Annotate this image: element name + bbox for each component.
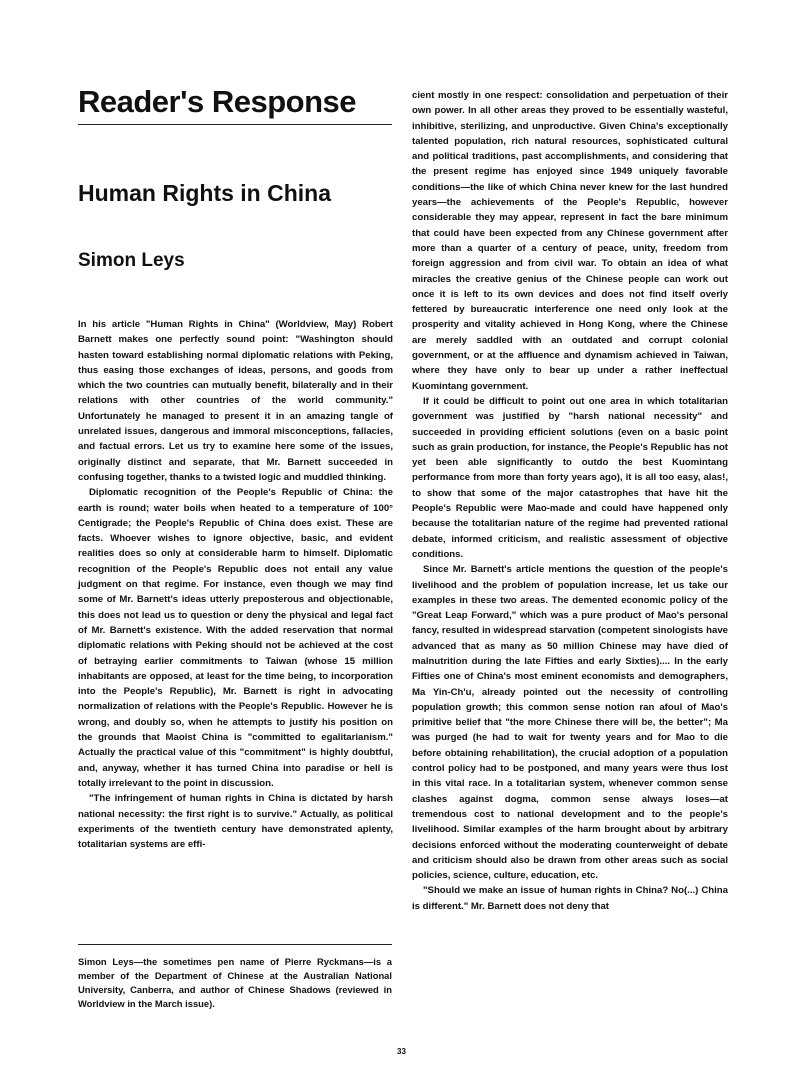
author-name: Simon Leys [78,250,185,271]
author-footnote: Simon Leys—the sometimes pen name of Pierre Ryckmans—is a member of the Department of Chinese at the Australian National University, Canberra, and author of Chinese Shadows (reviewed in Worldview in the March issue). [78,956,392,1009]
section-title: Reader's Response [78,84,356,119]
paragraph: If it could be difficult to point out one area in which totalitarian government was justified by "harsh national necessity" and succeeded in providing efficient solutions (even on a basic point such as grain production, for instance, the People's Republic has not yet been able significantly to outdo the best Kuomintang performance from more than forty years ago), it is all too easy, alas!, to show that some of the major catastrophes that have hit the People's Republic were Mao-made and could have happened only because the totalitarian nature of the regime had prevented rational debate, informed criticism, and realistic assessment of objective conditions. [412,395,728,560]
paragraph: "The infringement of human rights in China is dictated by harsh national necessity: the first right is to survive." Actually, as political experiments of the twentieth century have demonstrated aplenty, totalitarian systems are effi- [78,793,393,851]
paragraph: In his article "Human Rights in China" (Worldview, May) Robert Barnett makes one perfectly sound point: "Washington should hasten toward establishing normal diplomatic relations with Peking, thus easing those exchanges of ideas, persons, and goods from which the two countries can mutually benefit, bilaterally and in their relations with other countries of the world community." Unfortunately he managed to present it in an amazing tangle of unrelated issues, dangerous and immoral misconceptions, fallacies, and factual errors. Let us try to examine here some of the issues, originally distinct and separate, that Mr. Barnett succeeded in confusing together, thanks to a twisted logic and muddled thinking. [78,319,393,483]
paragraph: "Should we make an issue of human rights in China? No(...) China is different." Mr. Barnett does not deny that [412,885,728,912]
page-number: 33 [397,1047,406,1056]
right-column [412,88,728,914]
article-headline: Human Rights in China [78,180,331,206]
title-rule [78,124,392,125]
left-column [78,317,393,852]
paragraph: Since Mr. Barnett's article mentions the question of the people's livelihood and the problem of population increase, let us take our examples in these two areas. The demented economic policy of the "Great Leap Forward," which was a pure product of Mao's personal fancy, resulted in widespread starvation (competent sinologists have advanced that as many as 50 million Chinese may have died of malnutrition during the late Fifties and early Sixties).... In the early Fifties one of China's most eminent economists and demographers, Ma Yin-Ch'u, already pointed out the necessity of controlling population growth; this common sense notion ran afoul of Mao's primitive belief that "the more Chinese there will be, the better"; Ma was purged (he had to wait for twenty years and for Mao to die before obtaining rehabilitation), the crucial adoption of a population control policy had to be postponed, and many years were thus lost in this vital race. In a totalitarian system, whenever common sense clashes against dogma, common sense always loses—at tremendous cost to national development and to the people's livelihood. Similar examples of the harm brought about by arbitrary decisions enforced without the moderating counterweight of debate and criticism should also be drawn from other areas such as social policies, science, culture, education, etc. [412,564,728,882]
paragraph: cient mostly in one respect: consolidation and perpetuation of their own power. In all other areas they proved to be essentially wasteful, inhibitive, sterilizing, and unproductive. Given China's exceptionally talented population, rich natural resources, sophisticated cultural and political traditions, past accomplishments, and considering that the present regime has enjoyed since 1949 uniquely favorable conditions—the like of which China never knew for the last hundred years—the achievements of the People's Republic, however considerable they may appear, represent in fact the bare minimum that could have been expected from any Chinese government after more than a quarter of a century of peace, unity, freedom from foreign aggression and from civil war. To obtain an idea of what miracles the creative genius of the Chinese people can work out once it is left to its own devices and does not find itself overly fettered by bureaucratic interference one need only look at the prosperity and vitality achieved in Hong Kong, where the Chinese are merely saddled with an outdated and corrupt colonial government, or at the affluence and dynamism achieved in Taiwan, where they have only to bear up under a rather ineffectual Kuomintang government. [412,90,728,392]
paragraph: Diplomatic recognition of the People's Republic of China: the earth is round; water boils when heated to a temperature of 100° Centigrade; the People's Republic of China does exist. These are facts. Whoever wishes to ignore objective, basic, and evident realities does so only at considerable harm to himself. Diplomatic recognition of the People's Republic does not entail any value judgment on that regime. For instance, even though we may find some of Mr. Barnett's ideas utterly preposterous and objectionable, this does not lead us to question or deny the physical and legal fact of Mr. Barnett's existence. With the added reservation that normal diplomatic relations with Peking should not be achieved at the cost of betraying earlier commitments to Taiwan (whose 15 million inhabitants are opposed, at least for the time being, to incorporation into the People's Republic), Mr. Barnett is right in advocating normalization of relations with the People's Republic. However he is wrong, and doubly so, when he attempts to justify his position on the grounds that Maoist China is "committed to egalitarianism." Actually the practical value of this "commitment" is highly doubtful, and, anyway, whether it has turned China into paradise or hell is totally irrelevant to the point in discussion. [78,487,393,789]
footnote-rule [78,944,392,945]
